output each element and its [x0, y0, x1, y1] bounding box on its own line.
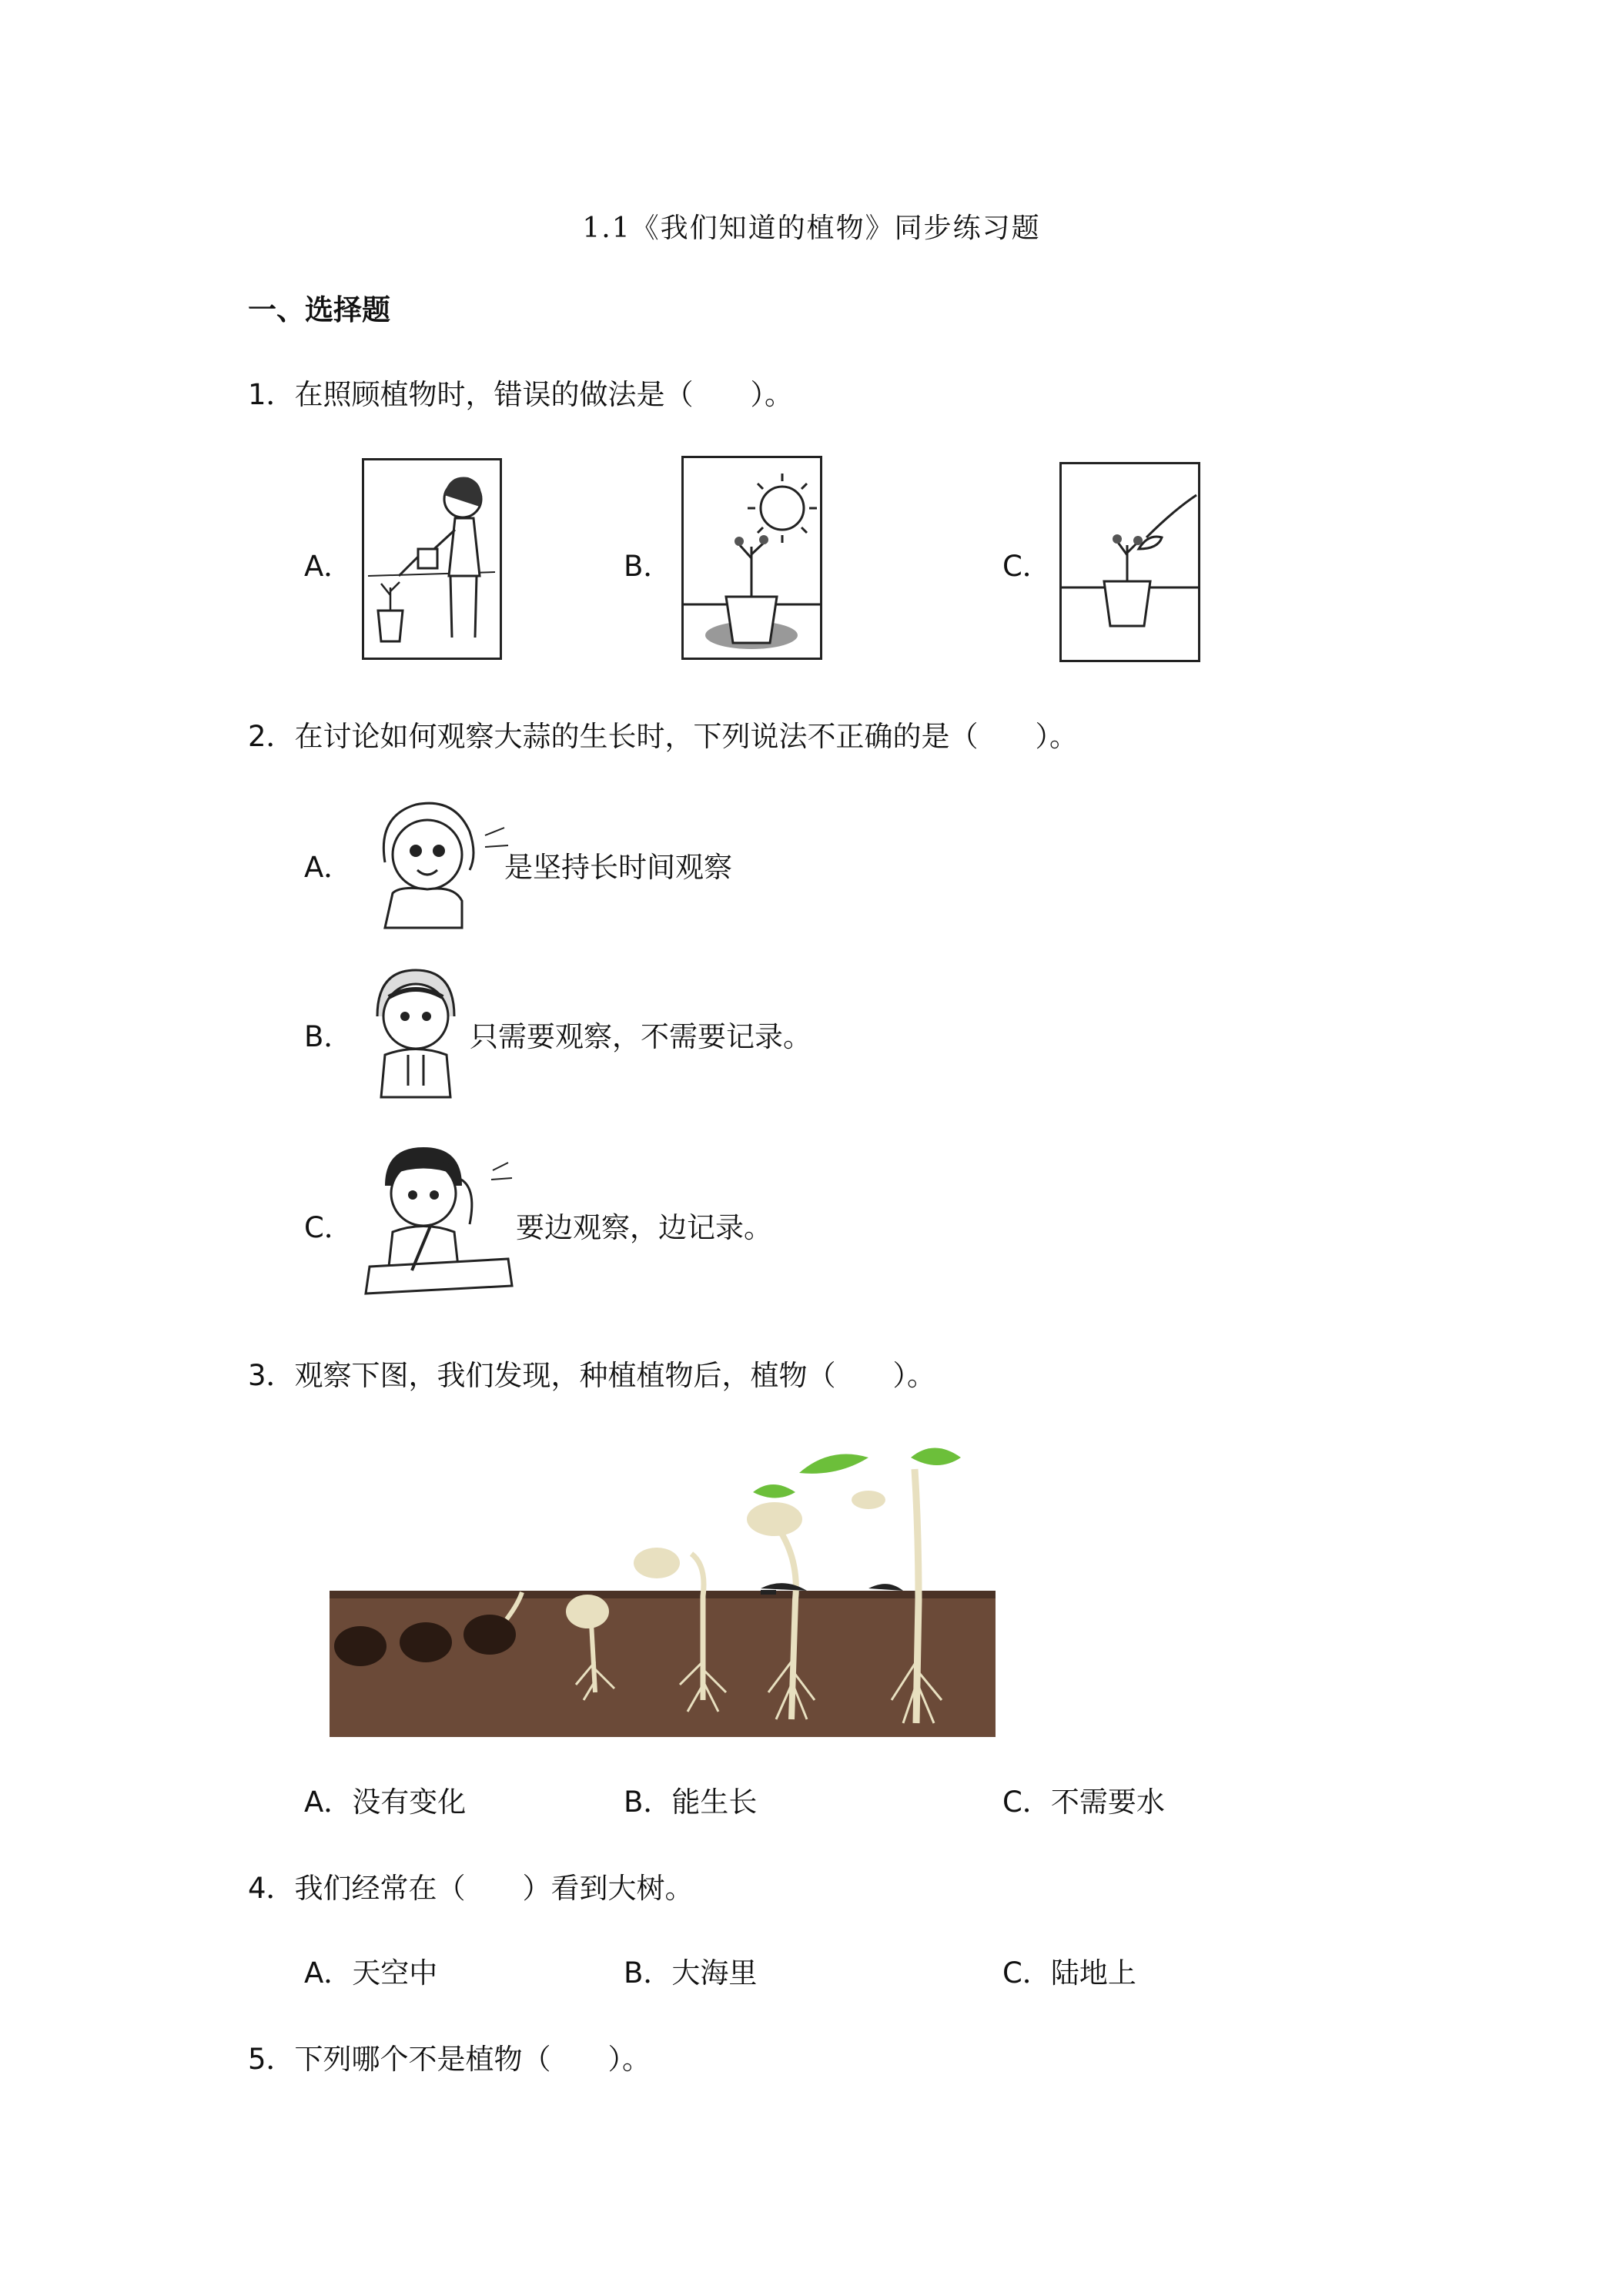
question-2-stem: 2．在讨论如何观察大蒜的生长时，下列说法不正确的是（ ）。 — [248, 720, 1079, 753]
q2-option-a-speech: 是坚持长时间观察 — [504, 851, 732, 884]
q4-option-c[interactable]: C．陆地上 — [1002, 1956, 1136, 1990]
q2-option-c-letter[interactable]: C． — [304, 1211, 353, 1244]
q3-seed-growth-image — [330, 1415, 996, 1739]
question-3-stem: 3．观察下图，我们发现，种植植物后，植物（ ）。 — [248, 1359, 936, 1392]
q1-option-a-image[interactable] — [362, 458, 502, 660]
page-title: 1.1《我们知道的植物》同步练习题 — [582, 213, 1041, 244]
q1-option-c-image[interactable] — [1059, 462, 1200, 662]
q3-option-b[interactable]: B．能生长 — [624, 1786, 758, 1819]
q2-option-c-speech: 要边观察，边记录。 — [516, 1211, 772, 1244]
question-4-stem: 4．我们经常在（ ）看到大树。 — [248, 1872, 694, 1905]
q2-option-a-image — [362, 785, 516, 939]
q2-option-c-image — [354, 1132, 524, 1309]
question-1-stem: 1．在照顾植物时，错误的做法是（ ）。 — [248, 378, 794, 411]
q2-option-b-image — [354, 955, 477, 1109]
q4-option-a[interactable]: A．天空中 — [304, 1956, 438, 1990]
q1-option-c-letter[interactable]: C． — [1002, 550, 1051, 583]
question-5-stem: 5．下列哪个不是植物（ ）。 — [248, 2043, 651, 2076]
q4-option-b[interactable]: B．大海里 — [624, 1956, 758, 1990]
q3-option-c[interactable]: C．不需要水 — [1002, 1786, 1165, 1819]
q3-option-a[interactable]: A．没有变化 — [304, 1786, 467, 1819]
q2-option-a-letter[interactable]: A． — [304, 851, 353, 884]
q1-option-a-letter[interactable]: A． — [304, 550, 353, 583]
q1-option-b-letter[interactable]: B． — [624, 550, 672, 583]
section-heading: 一、选择题 — [248, 293, 390, 326]
q2-option-b-speech: 只需要观察，不需要记录。 — [470, 1020, 812, 1053]
q2-option-b-letter[interactable]: B． — [304, 1020, 353, 1053]
q1-option-b-image[interactable] — [681, 456, 822, 660]
